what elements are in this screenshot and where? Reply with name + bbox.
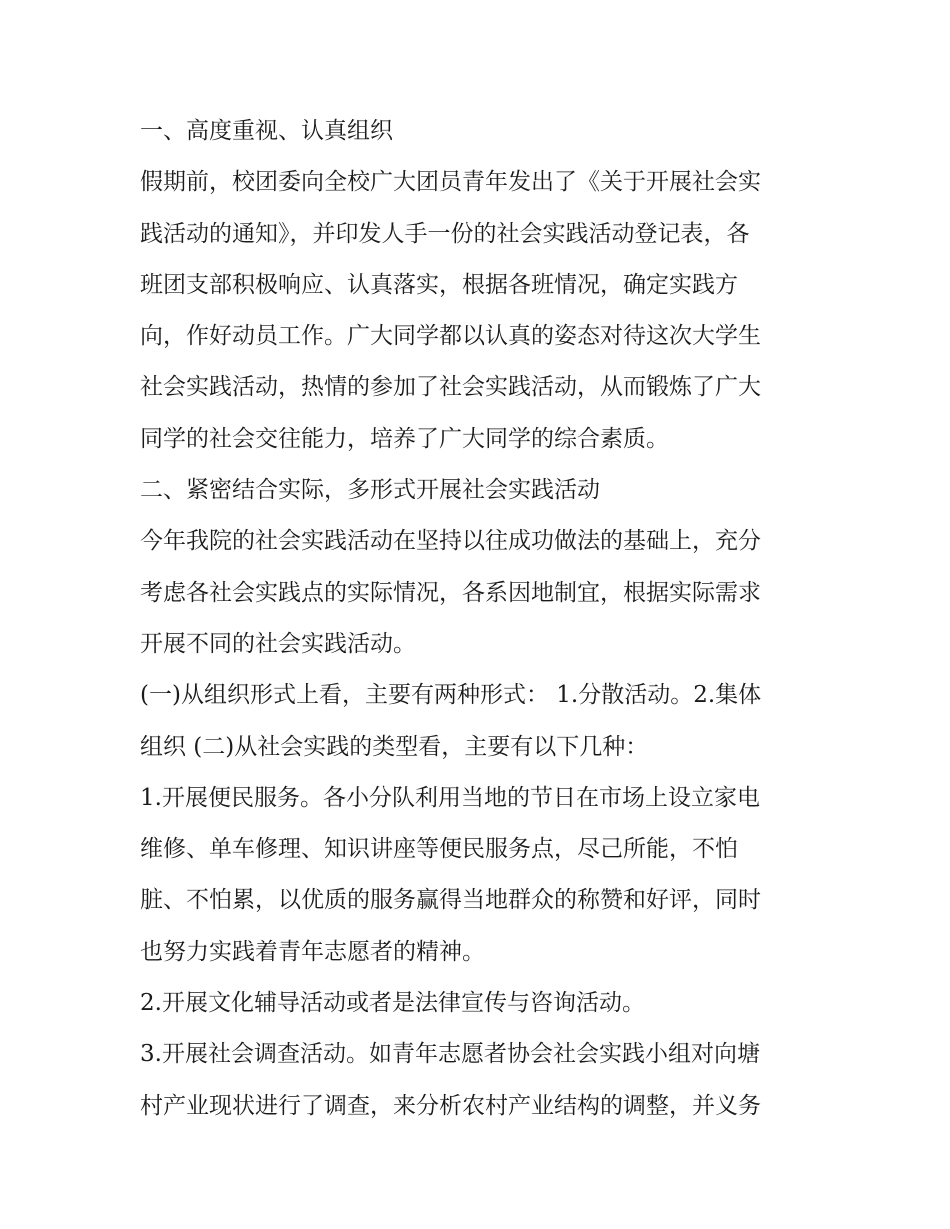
paragraph-line: 社会实践活动，热情的参加了社会实践活动，从而锻炼了广大 [140, 374, 761, 401]
paragraph-line: 班团支部积极响应、认真落实，根据各班情况，确定实践方 [140, 271, 738, 298]
list-item-line: 3.开展社会调查活动。如青年志愿者协会社会实践小组对向塘 [140, 1041, 760, 1068]
list-item-line: 村产业现状进行了调查，来分析农村产业结构的调整，并义务 [140, 1092, 761, 1119]
document-body [140, 106, 820, 1132]
paragraph-line: 今年我院的社会实践活动在坚持以往成功做法的基础上，充分 [140, 528, 761, 555]
paragraph-line: 同学的社会交往能力，培养了广大同学的综合素质。 [140, 425, 669, 452]
paragraph-line: 假期前，校团委向全校广大团员青年发出了《关于开展社会实 [140, 169, 761, 196]
list-item-line: 2.开展文化辅导活动或者是法律宣传与咨询活动。 [140, 990, 645, 1017]
paragraph-line: 向，作好动员工作。广大同学都以认真的姿态对待这次大学生 [140, 323, 761, 350]
section-heading-1: 一、高度重视、认真组织 [140, 118, 393, 144]
paragraph-line: 开展不同的社会实践活动。 [140, 630, 416, 657]
paragraph-line: 践活动的通知》，并印发人手一份的社会实践活动登记表，各 [140, 220, 750, 247]
paragraph-line: 考虑各社会实践点的实际情况，各系因地制宜，根据实际需求 [140, 579, 761, 606]
list-item-line: 维修、单车修理、知识讲座等便民服务点，尽己所能，不怕 [140, 836, 738, 863]
list-item-line: 1.开展便民服务。各小分队利用当地的节日在市场上设立家电 [140, 784, 760, 811]
list-item-line: 也努力实践着青年志愿者的精神。 [140, 938, 485, 965]
paragraph-line: 组织 (二)从社会实践的类型看，主要有以下几种： [140, 733, 649, 760]
paragraph-line: (一)从组织形式上看，主要有两种形式： 1.分散活动。2.集体 [140, 682, 762, 709]
list-item-line: 脏、不怕累，以优质的服务赢得当地群众的称赞和好评，同时 [140, 887, 761, 914]
section-heading-2: 二、紧密结合实际，多形式开展社会实践活动 [140, 477, 600, 504]
